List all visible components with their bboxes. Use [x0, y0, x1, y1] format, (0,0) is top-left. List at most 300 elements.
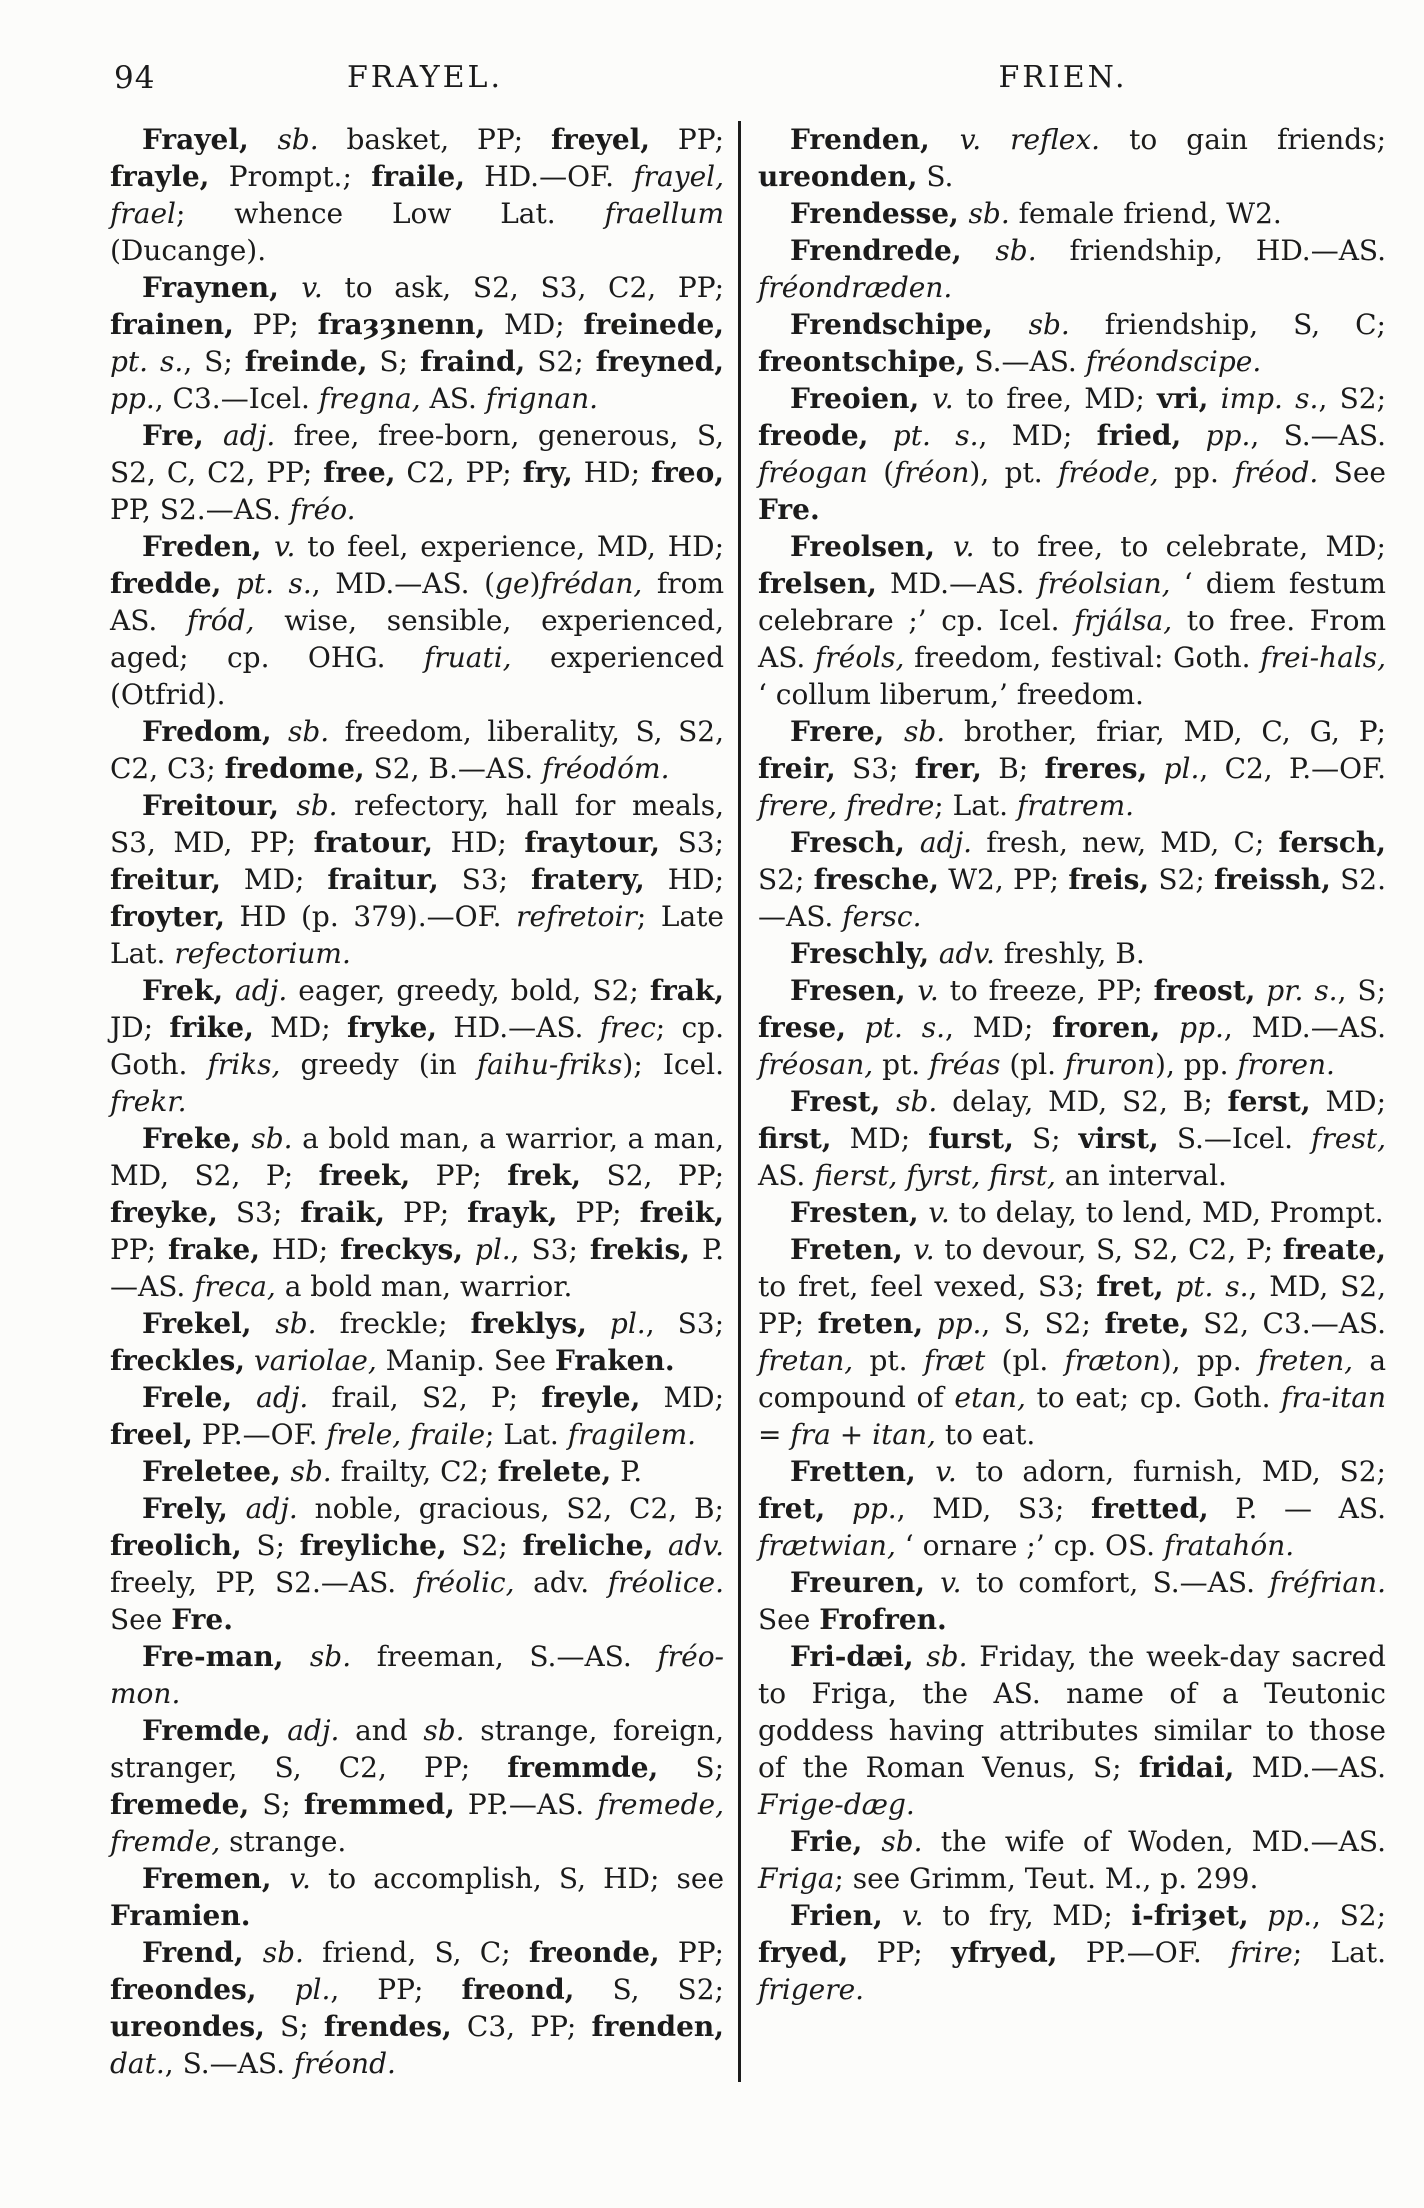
entry-text: S; — [658, 1751, 724, 1784]
entry-text: fréode, — [1058, 456, 1159, 489]
entry-text: freost, — [1153, 974, 1256, 1007]
left-column — [110, 121, 738, 2082]
entry-text: adj. — [919, 826, 973, 859]
entry-text: frayk, — [467, 1196, 558, 1229]
entry-text: freek, — [318, 1159, 411, 1192]
entry-text: pp. — [1158, 456, 1235, 489]
headword: Frek, — [142, 974, 236, 1007]
entry-text: first, — [758, 1122, 832, 1155]
entry-text: fréogan — [758, 456, 868, 489]
entry-text: refectory, hall for meals, S3, MD, PP; — [110, 789, 724, 859]
entry-text: fersc. — [842, 900, 922, 933]
entry-text: fratahón. — [1163, 1529, 1295, 1562]
dictionary-entry — [758, 232, 1386, 306]
entry-text: frignan. — [485, 382, 599, 415]
entry-text: pt. — [873, 1048, 930, 1081]
headword: Freten, — [790, 1233, 914, 1266]
headword: Frend, — [142, 1936, 263, 1969]
entry-text: sb. — [926, 1640, 968, 1673]
entry-text: brother, friar, MD, C, G, P; — [945, 715, 1386, 748]
entry-text: frainen, — [110, 308, 234, 341]
entry-text: HD (p. 379).—OF. — [224, 900, 517, 933]
dictionary-entry — [110, 1712, 724, 1860]
entry-text: vri, — [1157, 382, 1209, 415]
entry-text: fierst, fyrst, first, — [814, 1159, 1056, 1192]
dictionary-entry — [758, 380, 1386, 528]
headword: Frere, — [790, 715, 904, 748]
entry-text: HD; — [433, 826, 525, 859]
entry-text: fry, — [522, 456, 573, 489]
entry-text: ureonden, — [758, 160, 918, 193]
entry-text: ‘ collum liberum,’ freedom. — [758, 678, 1144, 711]
headword: Freolsen, — [790, 530, 954, 563]
entry-text: (pl. — [1000, 1048, 1065, 1081]
entry-text: frayel, frael — [110, 160, 724, 230]
entry-text: sb. — [896, 1085, 938, 1118]
dictionary-entry — [758, 1823, 1386, 1897]
dictionary-entry — [110, 713, 724, 787]
entry-text: delay, MD, S2, B; — [937, 1085, 1228, 1118]
dictionary-entry — [758, 1194, 1386, 1231]
entry-text: freckles, — [110, 1344, 246, 1377]
entry-text: freedom, liberality, S, S2, C2, C3; — [110, 715, 724, 785]
entry-text: ), pt. — [969, 456, 1059, 489]
entry-text: pt. s. — [864, 1011, 945, 1044]
headword: Frendesse, — [790, 197, 969, 230]
entry-text: freckys, — [340, 1233, 463, 1266]
entry-text: S2, PP; — [581, 1159, 725, 1192]
entry-text: S; — [367, 345, 421, 378]
entry-text: freinede, — [583, 308, 725, 341]
entry-text: , S.—AS. — [1250, 419, 1386, 452]
entry-text — [221, 567, 236, 600]
entry-text: frenden, — [591, 2010, 724, 2043]
entry-text: pp. — [1205, 419, 1251, 452]
entry-text — [653, 1529, 668, 1562]
headword: Fresten, — [790, 1196, 929, 1229]
entry-text: , C2, P.—OF. — [1199, 752, 1387, 785]
headword: Fri-dæi, — [790, 1640, 927, 1673]
entry-text: , MD.—AS. — [1223, 1011, 1386, 1044]
entry-text: = — [758, 1418, 791, 1451]
entry-text: freyel, — [550, 123, 651, 156]
entry-text: v. — [289, 1862, 311, 1895]
entry-text: , S; — [183, 345, 245, 378]
dictionary-entry — [110, 121, 724, 269]
entry-text — [868, 419, 892, 452]
entry-text: imp. s. — [1220, 382, 1319, 415]
entry-text: sb. — [262, 1936, 304, 1969]
entry-text: freyke, — [110, 1196, 218, 1229]
entry-text: PP.—OF. — [192, 1418, 327, 1451]
entry-text: freckle; — [316, 1307, 471, 1340]
entry-text: See — [1318, 456, 1386, 489]
entry-text: fruati, — [424, 641, 512, 674]
entry-text: to fry, MD; — [923, 1899, 1132, 1932]
entry-text: fréond. — [293, 2047, 396, 2080]
entry-text: v. — [928, 1196, 950, 1229]
entry-text: fréosan, — [758, 1048, 874, 1081]
entry-text: freten, — [1257, 1344, 1354, 1377]
headword: Fremde, — [142, 1714, 288, 1747]
dictionary-entry — [110, 1305, 724, 1379]
entry-text: fréon — [894, 456, 970, 489]
entry-text: to gain friends; — [1100, 123, 1386, 156]
entry-text: Frofren. — [819, 1603, 947, 1636]
dictionary-entry — [110, 1638, 724, 1712]
entry-text: itan, — [872, 1418, 936, 1451]
entry-text: fremmde, — [507, 1751, 659, 1784]
entry-text: freolich, — [110, 1529, 242, 1562]
entry-text — [1181, 419, 1205, 452]
dictionary-entry — [110, 417, 724, 528]
dictionary-entry — [758, 121, 1386, 195]
entry-text: noble, gracious, S2, C2, B; — [297, 1492, 724, 1525]
entry-text: PP; — [410, 1159, 508, 1192]
entry-text: fraik, — [300, 1196, 386, 1229]
entry-text: PP; — [110, 1233, 169, 1266]
entry-text: fruron — [1064, 1048, 1156, 1081]
entry-text: virst, — [1078, 1122, 1159, 1155]
entry-text: MD; — [1310, 1085, 1386, 1118]
entry-text: S2; — [446, 1529, 523, 1562]
entry-text: , S; — [1337, 974, 1386, 1007]
entry-text: v. — [940, 1566, 962, 1599]
entry-text: freondes, — [110, 1973, 257, 2006]
entry-text: JD; — [110, 1011, 170, 1044]
entry-text: freir, — [758, 752, 836, 785]
entry-text: (Ducange). — [110, 234, 267, 267]
entry-text: See — [110, 1603, 172, 1636]
entry-text: friend, S, C; — [303, 1936, 529, 1969]
entry-text: frete, — [1104, 1307, 1190, 1340]
dictionary-entry — [758, 528, 1386, 713]
entry-text: freyned, — [595, 345, 725, 378]
entry-text: Fre. — [171, 1603, 233, 1636]
entry-text: strange, foreign, stranger, S, C2, PP; — [110, 1714, 724, 1784]
entry-text: fræt — [923, 1344, 986, 1377]
entry-text: fredome, — [224, 752, 365, 785]
entry-text: freeman, S.—AS. — [351, 1640, 658, 1673]
entry-text: pp. — [851, 1492, 897, 1525]
entry-text: to free, to celebrate, MD; — [974, 530, 1386, 563]
entry-text: from AS. — [110, 567, 725, 637]
entry-text: See — [758, 1603, 820, 1636]
entry-text: fryke, — [347, 1011, 438, 1044]
entry-text: P.—AS. — [110, 1233, 725, 1303]
entry-text: HD.—OF. — [464, 160, 634, 193]
entry-text: to ask, S2, S3, C2, PP; — [322, 271, 724, 304]
entry-text: fréolsian, — [1037, 567, 1171, 600]
entry-text: ; Lat. — [1292, 1936, 1386, 1969]
entry-text: pp. — [110, 382, 155, 415]
entry-text: ; Late Lat. — [110, 900, 724, 970]
entry-text: , MD; — [978, 419, 1097, 452]
entry-text: friendship, HD.—AS. — [1036, 234, 1387, 267]
dictionary-entry — [758, 1638, 1386, 1823]
entry-text: S; — [264, 2010, 324, 2043]
headword: Frely, — [142, 1492, 246, 1525]
entry-text: frer, — [914, 752, 982, 785]
entry-text: freres, — [1044, 752, 1148, 785]
entry-text: AS. — [420, 382, 486, 415]
entry-text: frike, — [169, 1011, 254, 1044]
entry-text: + — [830, 1418, 873, 1451]
entry-text: S. — [917, 160, 954, 193]
entry-text: fra-itan — [1281, 1381, 1386, 1414]
entry-text: v. — [953, 530, 975, 563]
entry-text: Friga — [758, 1862, 835, 1895]
entry-text — [825, 1492, 852, 1525]
entry-text — [257, 1973, 295, 2006]
entry-text: S.—AS. — [965, 345, 1086, 378]
entry-text: sb. — [423, 1714, 465, 1747]
entry-text: frailty, C2; — [331, 1455, 498, 1488]
entry-text: fréfrian. — [1269, 1566, 1386, 1599]
entry-text: ), pp. — [1155, 1048, 1238, 1081]
entry-text: S2; — [1149, 863, 1214, 896]
entry-text: adv. — [938, 937, 995, 970]
entry-text: to delay, to lend, MD, Prompt. — [949, 1196, 1384, 1229]
headword: Fretten, — [790, 1455, 936, 1488]
entry-text: HD; — [644, 863, 725, 896]
entry-text: S3; — [835, 752, 915, 785]
entry-text: sb. — [968, 197, 1010, 230]
entry-text: fretted, — [1091, 1492, 1209, 1525]
entry-text: sb. — [903, 715, 946, 748]
entry-text: S3; — [438, 863, 532, 896]
entry-text: freyle, — [541, 1381, 641, 1414]
entry-text: Prompt.; — [209, 160, 372, 193]
dictionary-entry — [758, 1083, 1386, 1194]
entry-text: sb. — [275, 1307, 317, 1340]
entry-text: pp. — [936, 1307, 982, 1340]
entry-text: ‘ diem festum celebrare ;’ cp. Icel. — [758, 567, 1386, 637]
entry-text: sb. — [995, 234, 1037, 267]
dictionary-entry — [110, 1860, 724, 1934]
dictionary-entry — [110, 1490, 724, 1638]
entry-text: ; Lat. — [934, 789, 1017, 822]
entry-text: yfryed, — [951, 1936, 1058, 1969]
entry-text: pp. — [1267, 1899, 1313, 1932]
entry-text: Fraken. — [554, 1344, 675, 1377]
entry-text: to eat; cp. Goth. — [1025, 1381, 1282, 1414]
entry-text: sb. — [290, 1455, 332, 1488]
headword: Frendschipe, — [790, 308, 1029, 341]
entry-text: pt. s. — [235, 567, 312, 600]
entry-text: sb. — [309, 1640, 352, 1673]
entry-text: v. reflex. — [959, 123, 1101, 156]
entry-text — [846, 1011, 865, 1044]
entry-text: , S, S2; — [981, 1307, 1105, 1340]
headword: Frie, — [790, 1825, 882, 1858]
entry-text: ; whence Low Lat. — [175, 197, 605, 230]
entry-text: fremede, fremde, — [110, 1788, 724, 1858]
entry-text: fragilem. — [567, 1418, 697, 1451]
headword: Frendrede, — [790, 234, 996, 267]
dictionary-entry — [758, 1564, 1386, 1638]
entry-text: , S.—AS. — [164, 2047, 294, 2080]
dictionary-entry — [110, 972, 724, 1120]
headword: Freden, — [142, 530, 275, 563]
entry-text: fresche, — [813, 863, 940, 896]
entry-text: fret, — [758, 1492, 826, 1525]
entry-text: free, free-born, generous, S, S2, C, C2, PP; — [110, 419, 724, 489]
entry-text: frekr. — [110, 1085, 187, 1118]
entry-text: MD; — [253, 1011, 348, 1044]
entry-text: MD.—AS. — [876, 567, 1038, 600]
running-head-right: FRIEN. — [998, 60, 1128, 95]
entry-text: ge — [495, 567, 530, 600]
entry-text: frele, fraile — [326, 1418, 486, 1451]
entry-text: adj. — [256, 1381, 309, 1414]
entry-text: ‘ ornare ;’ cp. OS. — [895, 1529, 1164, 1562]
entry-text: ; Lat. — [485, 1418, 568, 1451]
entry-text: frætwian, — [758, 1529, 896, 1562]
entry-text: fréas — [929, 1048, 1001, 1081]
entry-text: ); Icel. — [622, 1048, 724, 1081]
entry-text: fræton — [1064, 1344, 1161, 1377]
entry-text: v. — [935, 1455, 957, 1488]
entry-text — [1208, 382, 1220, 415]
entry-text: S2, C3.—AS. — [1189, 1307, 1386, 1340]
entry-text: pt. — [853, 1344, 924, 1377]
entry-text: freinde, — [244, 345, 368, 378]
entry-text: adj. — [223, 419, 276, 452]
entry-text: freate, — [1282, 1233, 1386, 1266]
headword: Freke, — [142, 1122, 252, 1155]
entry-text: freedom, festival: Goth. — [904, 641, 1261, 674]
entry-text: sb. — [881, 1825, 923, 1858]
entry-text: a compound of — [758, 1344, 1387, 1414]
entry-text: fratrem. — [1016, 789, 1135, 822]
entry-text: (pl. — [985, 1344, 1065, 1377]
entry-text: sb. — [1028, 308, 1070, 341]
entry-text: adj. — [245, 1492, 298, 1525]
entry-text: freyliche, — [299, 1529, 447, 1562]
entry-text — [923, 1307, 937, 1340]
dictionary-entry — [758, 1231, 1386, 1453]
entry-text: pt. s. — [110, 345, 184, 378]
entry-text: and — [339, 1714, 424, 1747]
entry-text: eager, greedy, bold, S2; — [287, 974, 650, 1007]
entry-text — [1164, 1270, 1176, 1303]
entry-text: frese, — [758, 1011, 846, 1044]
entry-text: ), pp. — [1160, 1344, 1258, 1377]
entry-text: pl. — [294, 1973, 331, 2006]
entry-text: froren, — [1052, 1011, 1161, 1044]
headword: Frekel, — [142, 1307, 276, 1340]
entry-text: pp. — [1179, 1011, 1224, 1044]
entry-text: freo, — [650, 456, 725, 489]
entry-text: freel, — [110, 1418, 193, 1451]
entry-text: to feel, experience, MD, HD; — [295, 530, 724, 563]
entry-text: ureondes, — [110, 2010, 265, 2043]
entry-text — [1160, 1011, 1179, 1044]
entry-text: S3; — [660, 826, 724, 859]
entry-text: Fre. — [758, 493, 820, 526]
entry-text: frigere. — [758, 1973, 865, 2006]
entry-text: freliche, — [522, 1529, 654, 1562]
entry-text: frjálsa, — [1074, 604, 1173, 637]
entry-text: fret, — [1096, 1270, 1164, 1303]
dictionary-entry — [758, 195, 1386, 232]
headword: Fredom, — [142, 715, 288, 748]
entry-text: freis, — [1068, 863, 1150, 896]
entry-text: W2, PP; — [939, 863, 1069, 896]
entry-text: S2; — [525, 345, 596, 378]
entry-text: freely, PP, S2.—AS. — [110, 1566, 415, 1599]
entry-text: PP; — [385, 1196, 468, 1229]
entry-text: frake, — [168, 1233, 260, 1266]
entry-text: frail, S2, P; — [308, 1381, 542, 1414]
headword: Frien, — [790, 1899, 903, 1932]
entry-text: froren. — [1237, 1048, 1335, 1081]
entry-text: ( — [867, 456, 895, 489]
entry-text: S, S2; — [574, 1973, 724, 2006]
entry-text: fraellum — [604, 197, 724, 230]
entry-text: PP, S2.—AS. — [110, 493, 290, 526]
entry-text: pl. — [1163, 752, 1200, 785]
entry-text — [1255, 974, 1266, 1007]
entry-text: HD; — [259, 1233, 341, 1266]
entry-text: PP; — [848, 1936, 952, 1969]
entry-text: ; see Grimm, Teut. M., p. 299. — [834, 1862, 1259, 1895]
entry-text: fryed, — [758, 1936, 849, 1969]
entry-text: v. — [917, 974, 939, 1007]
entry-text: PP; — [659, 1936, 724, 1969]
headword: Frayel, — [142, 123, 278, 156]
entry-text: fród, — [187, 604, 255, 637]
entry-text: variolae, — [253, 1344, 377, 1377]
dictionary-entry — [758, 824, 1386, 935]
headword: Freletee, — [142, 1455, 291, 1488]
entry-text: to freeze, PP; — [938, 974, 1154, 1007]
entry-text: pl. — [474, 1233, 511, 1266]
entry-text: , S3; — [645, 1307, 724, 1340]
entry-text: MD; — [485, 308, 584, 341]
entry-text: MD; — [640, 1381, 724, 1414]
entry-text: freonde, — [528, 1936, 660, 1969]
entry-text: freissh, — [1214, 863, 1331, 896]
headword: Frenden, — [790, 123, 960, 156]
headword: Fre, — [142, 419, 224, 452]
entry-text: freitur, — [110, 863, 222, 896]
entry-text: ferst, — [1227, 1085, 1311, 1118]
entry-text: faihu-friks — [476, 1048, 623, 1081]
entry-text: to comfort, S.—AS. — [961, 1566, 1270, 1599]
dictionary-entry — [758, 1897, 1386, 2008]
entry-text: frekis, — [589, 1233, 691, 1266]
entry-text: ) — [529, 567, 541, 600]
entry-text: frelsen, — [758, 567, 877, 600]
entry-text: v. — [274, 530, 296, 563]
entry-text: to devour, S, S2, C2, P; — [934, 1233, 1283, 1266]
entry-text: S2, B.—AS. — [364, 752, 543, 785]
headword: Freuren, — [790, 1566, 941, 1599]
dictionary-entry — [110, 528, 724, 713]
entry-text: HD.—AS. — [437, 1011, 600, 1044]
entry-text: freshly, B. — [994, 937, 1145, 970]
entry-text: freontschipe, — [758, 345, 966, 378]
dictionary-entry — [110, 787, 724, 972]
entry-text: frei-hals, — [1260, 641, 1386, 674]
entry-text: B; — [981, 752, 1045, 785]
entry-text: i-friȝet, — [1131, 1899, 1249, 1932]
entry-text: freklys, — [470, 1307, 587, 1340]
headword: Fremen, — [142, 1862, 290, 1895]
entry-text: PP; — [233, 308, 318, 341]
